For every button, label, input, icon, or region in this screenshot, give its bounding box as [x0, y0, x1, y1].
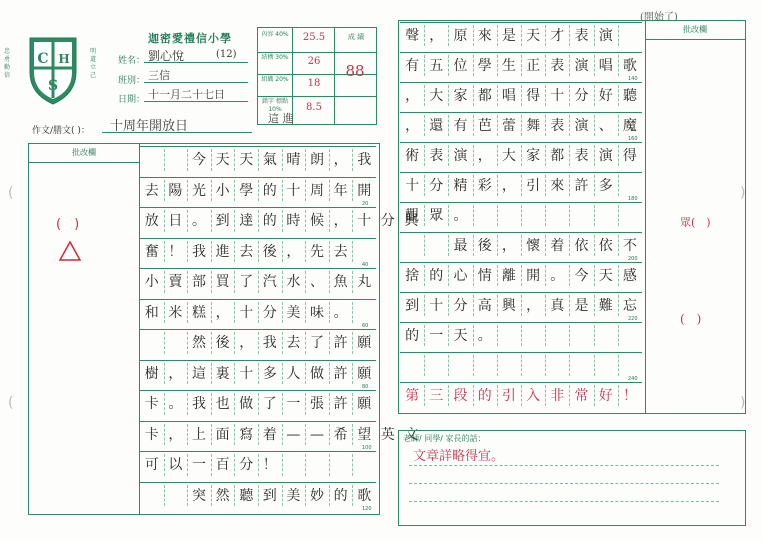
line-number: 220 — [628, 316, 638, 322]
grid-row-line — [140, 482, 376, 483]
student-class-number: (12) — [216, 49, 237, 60]
grid-row-line — [400, 232, 642, 233]
composition-title: 十周年開放日 — [110, 119, 189, 134]
top-note: (開始了) — [640, 12, 678, 23]
score-row-label: 組織 20% — [261, 76, 289, 83]
grid-row-line — [140, 421, 376, 422]
grid-row-text: 觀眾。 — [405, 208, 478, 224]
line-number: 200 — [628, 256, 638, 262]
grid-row-text — [400, 355, 642, 379]
grid-row-line — [140, 451, 376, 452]
grid-row-text: 卡。我也做了一張許願 — [144, 396, 381, 412]
teacher-comment-box — [398, 430, 746, 526]
grid-row-line — [140, 177, 376, 178]
grid-row-text: 有五位學生正表演唱歌 — [405, 58, 648, 74]
line-number: 80 — [362, 384, 369, 390]
date-label: 日期： — [118, 95, 146, 105]
grid-row-line — [400, 172, 642, 173]
grid-row-text: 術表演，大家都表演得 — [405, 148, 648, 164]
grid-row-line — [400, 202, 642, 203]
comment-rule — [409, 483, 719, 484]
binding-hole: ( — [8, 395, 14, 411]
left-comment-header: 批改欄 — [29, 144, 139, 163]
score-row-label: 結構 30% — [261, 54, 289, 61]
left-comment-column — [29, 144, 140, 514]
grid-row-line — [400, 82, 642, 83]
logo-motto-right: 明 道 立 己 — [90, 48, 97, 79]
grid-row-line — [140, 268, 376, 269]
score-row-label: 錯字 標點 10% — [262, 98, 288, 113]
margin-mark: ( ) — [56, 217, 80, 232]
grid-row-text: 小賣部買了汽水、魚丸 — [144, 274, 381, 290]
class-value: 三信 — [148, 69, 170, 82]
grid-row-line — [400, 112, 642, 113]
grid-row-text: 放日。到達的時候，十分興 — [144, 213, 428, 229]
grid-row-line — [400, 382, 642, 383]
line-number: 180 — [628, 196, 638, 202]
grid-row-text: 第三段的引入非常好！ — [405, 388, 648, 404]
grid-row-text: 聲，原來是天才表演 — [405, 28, 623, 44]
grid-row-text: 到十分高興，真是難忘 — [405, 298, 648, 314]
name-label: 姓名： — [118, 56, 146, 66]
margin-mark: ( ) — [680, 312, 702, 326]
line-number: 60 — [362, 323, 369, 329]
score-header: 成 績 — [347, 33, 365, 41]
grid-row-text: 樹，這裏十多人做許願 — [144, 365, 381, 382]
score-row-value: 25.5 — [302, 32, 326, 43]
grid-row-text: ，大家都唱得十分好聽 — [405, 88, 648, 104]
score-row-value: 8.5 — [306, 102, 322, 113]
grid-row-line — [140, 146, 376, 147]
grid-row-line — [140, 390, 376, 391]
line-number: 20 — [362, 201, 369, 207]
comment-rule — [409, 501, 719, 502]
score-row-value: 18 — [307, 78, 321, 89]
grid-row-line — [400, 52, 642, 53]
grid-row-text: 突然聽到美妙的歌 — [144, 487, 381, 504]
grid-row-line — [400, 322, 642, 323]
grid-row-text: 卡，上面寫着——希望英文 — [144, 426, 428, 443]
line-number: 100 — [362, 445, 372, 451]
student-name: 劉心悅 — [148, 49, 185, 63]
score-row-value: 26 — [307, 56, 321, 67]
svg-text:S: S — [47, 78, 59, 94]
right-comment-header: 批改欄 — [645, 21, 745, 40]
binding-hole: ) — [740, 395, 746, 411]
grid-row-text: 的一天。 — [405, 328, 502, 344]
topic-note: 這 進 — [268, 112, 294, 125]
grid-row-text: 和米糕，十分美味。 — [144, 304, 358, 321]
grid-row-line — [400, 142, 642, 143]
school-logo — [18, 32, 88, 108]
line-number: 120 — [362, 506, 372, 512]
grid-row-line — [400, 22, 642, 23]
svg-text:C: C — [37, 51, 49, 67]
grid-row-line — [140, 329, 376, 330]
grid-row-line — [140, 360, 376, 361]
grid-row-text: 最後，懷着依依不 — [405, 238, 648, 254]
date-value: 十一月二十七日 — [148, 88, 225, 101]
grid-row-text: 去陽光小學的十周年開 — [144, 182, 381, 199]
grid-row-text: 奮！我進去後，先去 — [144, 243, 358, 260]
comment-rule — [409, 465, 719, 466]
grid-row-text: ，還有芭蕾舞表演、魔 — [405, 118, 648, 134]
grid-row-line — [140, 207, 376, 208]
grid-row-line — [400, 292, 642, 293]
grid-row-text: 十分精彩，引來許多 — [405, 178, 623, 194]
composition-label: 作文/膳文( )： — [32, 126, 90, 136]
grid-row-line — [400, 262, 642, 263]
binding-hole: ) — [740, 185, 746, 201]
grid-row-line — [140, 299, 376, 300]
grid-row-text: 可以一百分！ — [144, 457, 287, 473]
triangle-mark-icon — [58, 240, 82, 266]
binding-hole: ( — [8, 185, 14, 201]
class-label: 班別： — [118, 76, 146, 86]
line-number: 140 — [628, 76, 638, 82]
grid-row-line — [140, 238, 376, 239]
grid-row-text: 捨的心情離開。今天感 — [405, 268, 648, 284]
score-row-label: 內容 40% — [261, 31, 289, 38]
teacher-comment-label: 老師/ 同學/ 家長的話： — [403, 434, 486, 443]
teacher-comment-text: 文章詳略得宜。 — [413, 449, 505, 464]
svg-text:H: H — [58, 52, 70, 66]
score-total: 88 — [345, 62, 365, 80]
grid-row-text: 今天天氣晴朗，我 — [144, 152, 381, 168]
school-name: 迦密愛禮信小學 — [148, 32, 232, 45]
line-number: 160 — [628, 136, 638, 142]
grid-row-text: 然後，我去了許願 — [144, 335, 381, 351]
grid-row-line — [400, 352, 642, 353]
line-number: 240 — [628, 376, 638, 382]
logo-motto-left: 忠 勇 勤 信 — [4, 48, 11, 79]
line-number: 40 — [362, 262, 369, 268]
margin-mark: 眾( ) — [680, 216, 711, 229]
